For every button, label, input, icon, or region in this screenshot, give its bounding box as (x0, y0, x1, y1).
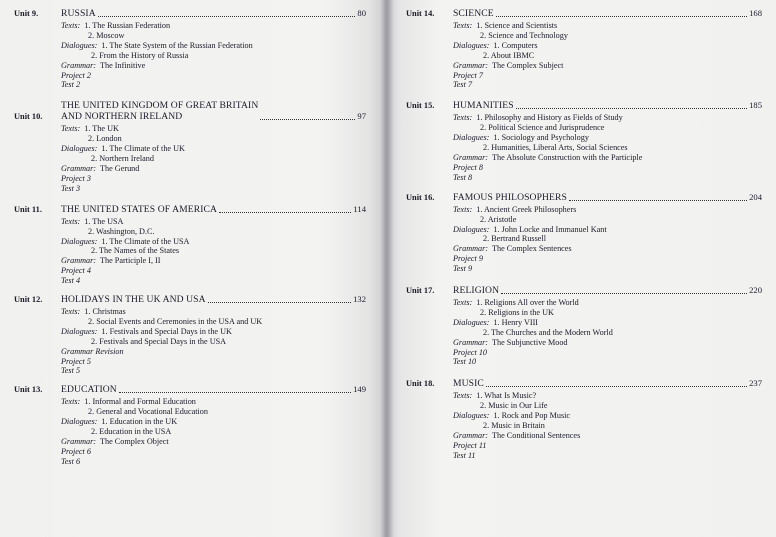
contents-line (453, 215, 762, 225)
contents-item: 1. The USA (84, 216, 124, 226)
contents-line (453, 264, 762, 274)
unit-title-wrap (453, 378, 762, 389)
toc-unit (14, 204, 366, 286)
unit-heading (406, 378, 762, 389)
unit-heading (14, 204, 366, 215)
contents-item: The Complex Sentences (492, 244, 572, 254)
contents-line (61, 71, 366, 81)
contents-line (453, 441, 762, 451)
left-page (0, 0, 384, 537)
contents-line (453, 421, 762, 431)
unit-title: HOLIDAYS IN THE UK AND USA (61, 294, 206, 306)
contents-label: Project 4 (61, 266, 91, 276)
contents-line (61, 366, 366, 376)
contents-line (61, 337, 366, 347)
dot-leader (501, 293, 747, 294)
contents-item: 1. The UK (84, 124, 119, 134)
contents-line (61, 407, 366, 417)
page-number: 132 (353, 294, 366, 305)
contents-line (453, 225, 762, 235)
unit-title-wrap (61, 384, 366, 395)
unit-number: Unit 11. (14, 204, 42, 214)
contents-line (61, 31, 366, 41)
unit-contents (453, 391, 762, 460)
contents-line (453, 431, 762, 441)
dot-leader (260, 119, 355, 120)
contents-label: Texts: (453, 21, 473, 30)
contents-line (61, 437, 366, 447)
page-number: 97 (357, 111, 366, 122)
contents-item: 1. The State System of the Russian Federation (101, 40, 253, 50)
contents-label: Dialogues: (453, 133, 490, 143)
unit-contents (61, 21, 366, 90)
contents-label: Test 2 (61, 80, 81, 90)
contents-label: Dialogues: (453, 224, 490, 234)
unit-title: SCIENCE (453, 8, 494, 19)
contents-line (453, 244, 762, 254)
contents-line (61, 154, 366, 164)
unit-number: Unit 13. (14, 385, 43, 395)
contents-line (61, 124, 366, 134)
contents-line (453, 163, 762, 173)
contents-item: 2. London (88, 134, 122, 144)
unit-title-lines (453, 285, 499, 296)
contents-line (61, 174, 366, 184)
contents-label: Texts: (61, 307, 81, 317)
contents-line (453, 31, 762, 41)
contents-item: 2. General and Vocational Education (88, 407, 208, 417)
contents-item: The Complex Subject (492, 60, 564, 70)
contents-label: Test 11 (453, 450, 476, 460)
contents-label: Project 8 (453, 162, 483, 172)
contents-label: Dialogues: (61, 236, 98, 246)
contents-item: 2. Religions in the UK (480, 307, 554, 317)
unit-title-wrap (61, 294, 366, 305)
toc-unit (406, 378, 762, 460)
contents-line (453, 348, 762, 358)
unit-title-wrap (453, 285, 762, 296)
contents-item: 1. Philosophy and History as Fields of Study (476, 113, 623, 123)
contents-label: Texts: (61, 21, 81, 30)
unit-title-lines (61, 100, 258, 122)
contents-item: The Absolute Construction with the Participle (492, 152, 643, 162)
unit-title-wrap (61, 204, 366, 215)
contents-label: Texts: (61, 216, 81, 226)
contents-line (453, 411, 762, 421)
contents-line (453, 61, 762, 71)
toc-unit (14, 8, 366, 90)
unit-title-wrap (453, 8, 762, 19)
contents-line (453, 254, 762, 264)
unit-heading (14, 294, 366, 305)
contents-line (453, 143, 762, 153)
book-gutter (380, 0, 394, 537)
contents-line (453, 328, 762, 338)
contents-label: Grammar: (453, 431, 489, 440)
contents-label: Project 2 (61, 70, 91, 80)
dot-leader (516, 108, 747, 109)
unit-number: Unit 18. (406, 379, 435, 389)
contents-line (61, 266, 366, 276)
contents-label: Dialogues: (61, 326, 98, 336)
unit-number: Unit 17. (406, 286, 435, 296)
contents-item: 1. Science and Scientists (476, 21, 558, 30)
contents-item: 1. Education in the UK (101, 417, 178, 427)
contents-line (453, 113, 762, 123)
unit-number: Unit 12. (14, 295, 43, 305)
contents-label: Grammar Revision (61, 346, 124, 356)
unit-title-wrap (453, 100, 762, 111)
contents-item: 1. John Locke and Immanuel Kant (493, 224, 607, 234)
contents-line (61, 184, 366, 194)
unit-title-lines (61, 204, 217, 215)
unit-title-lines (453, 378, 484, 389)
contents-item: 1. Festivals and Special Days in the UK (101, 326, 232, 336)
unit-heading (406, 100, 762, 111)
contents-line (61, 447, 366, 457)
contents-line (61, 21, 366, 31)
contents-line (61, 134, 366, 144)
contents-label: Test 6 (61, 456, 81, 466)
unit-title: RELIGION (453, 285, 500, 297)
contents-line (453, 308, 762, 318)
contents-line (453, 21, 762, 31)
contents-line (453, 234, 762, 244)
contents-item: 2. Festivals and Special Days in the USA (91, 336, 227, 346)
contents-item: The Gerund (100, 163, 140, 173)
contents-item: 2. From the History of Russia (91, 50, 189, 60)
unit-title: HUMANITIES (453, 100, 514, 112)
contents-line (453, 298, 762, 308)
dot-leader (219, 212, 351, 213)
unit-heading (14, 384, 366, 395)
contents-label: Test 10 (453, 357, 477, 367)
contents-item: 2. Aristotle (480, 214, 517, 224)
contents-line (61, 317, 366, 327)
contents-item: 2. The Names of the States (91, 246, 180, 256)
dot-leader (496, 16, 747, 17)
contents-item: 2. About IBMC (483, 50, 535, 60)
unit-heading (406, 285, 762, 296)
contents-label: Grammar: (453, 60, 489, 70)
contents-line (61, 276, 366, 286)
contents-line (453, 173, 762, 183)
contents-line (61, 246, 366, 256)
unit-heading (14, 100, 366, 122)
contents-label: Grammar: (453, 152, 489, 162)
unit-title-lines (453, 100, 514, 111)
unit-contents (453, 205, 762, 274)
dot-leader (119, 392, 351, 393)
contents-line (61, 217, 366, 227)
contents-item: 1. Informal and Formal Education (84, 397, 196, 407)
contents-item: 1. Computers (493, 40, 538, 50)
contents-label: Dialogues: (453, 411, 490, 421)
unit-heading (406, 192, 762, 203)
unit-title-wrap (453, 192, 762, 203)
contents-item: 2. Humanities, Liberal Arts, Social Sciences (483, 143, 628, 153)
unit-contents (61, 307, 366, 376)
unit-heading (406, 8, 762, 19)
contents-item: 2. Music in Our Life (480, 401, 548, 411)
contents-item: 2. Education in the USA (91, 427, 172, 437)
contents-label: Project 6 (61, 446, 91, 456)
contents-line (61, 457, 366, 467)
contents-label: Project 10 (453, 347, 488, 357)
contents-label: Grammar: (61, 60, 97, 70)
contents-item: 1. Christmas (84, 307, 126, 317)
contents-label: Texts: (453, 204, 473, 214)
unit-title-wrap (61, 100, 366, 122)
dot-leader (98, 16, 356, 17)
unit-number: Unit 16. (406, 192, 435, 202)
dot-leader (486, 386, 747, 387)
contents-item: The Subjunctive Mood (492, 337, 568, 347)
contents-label: Dialogues: (453, 40, 490, 50)
right-page (384, 0, 776, 537)
page-number: 204 (749, 191, 762, 202)
contents-item: 2. Moscow (88, 30, 125, 40)
unit-contents (61, 397, 366, 466)
contents-line (453, 153, 762, 163)
page-number: 168 (749, 8, 762, 18)
contents-line (453, 123, 762, 133)
unit-number: Unit 10. (14, 112, 43, 122)
unit-heading (14, 8, 366, 19)
contents-line (61, 41, 366, 51)
contents-line (61, 307, 366, 317)
contents-line (453, 205, 762, 215)
contents-line (61, 144, 366, 154)
contents-label: Test 9 (453, 264, 473, 274)
unit-title: THE UNITED STATES OF AMERICA (61, 203, 218, 215)
unit-title-lines (61, 294, 206, 305)
contents-line (61, 61, 366, 71)
page-number: 185 (749, 100, 762, 111)
contents-line (453, 41, 762, 51)
contents-line (61, 51, 366, 61)
unit-title-lines (453, 8, 494, 19)
contents-label: Texts: (61, 124, 81, 134)
contents-line (61, 357, 366, 367)
contents-line (453, 338, 762, 348)
contents-item: The Participle I, II (100, 256, 161, 266)
contents-label: Test 8 (453, 172, 473, 182)
contents-line (453, 451, 762, 461)
contents-line (61, 347, 366, 357)
contents-label: Texts: (61, 397, 81, 407)
contents-item: 1. The Russian Federation (84, 21, 171, 30)
contents-item: 1. What Is Music? (476, 391, 537, 401)
contents-line (61, 327, 366, 337)
contents-item: 1. The Climate of the UK (101, 144, 185, 154)
contents-label: Dialogues: (61, 40, 98, 50)
unit-title-lines (61, 8, 96, 19)
unit-number: Unit 15. (406, 101, 435, 111)
contents-item: The Complex Object (100, 437, 169, 446)
contents-line (61, 164, 366, 174)
contents-line (61, 417, 366, 427)
dot-leader (569, 200, 747, 201)
unit-contents (61, 124, 366, 193)
page-number: 220 (749, 285, 762, 296)
unit-title-line2: AND NORTHERN IRELAND (61, 111, 183, 123)
contents-line (453, 401, 762, 411)
dot-leader (208, 302, 351, 303)
contents-item: 2. Science and Technology (480, 30, 568, 40)
unit-contents (61, 217, 366, 286)
toc-unit (406, 192, 762, 274)
contents-line (61, 80, 366, 90)
toc-unit (406, 8, 762, 90)
unit-number: Unit 14. (406, 9, 435, 18)
unit-title-lines (453, 192, 567, 203)
toc-unit (14, 100, 366, 193)
unit-title: RUSSIA (61, 8, 96, 19)
contents-label: Dialogues: (61, 144, 98, 154)
contents-label: Project 9 (453, 254, 483, 264)
toc-unit (406, 100, 762, 182)
contents-label: Grammar: (453, 244, 489, 254)
contents-line (61, 427, 366, 437)
unit-title: FAMOUS PHILOSOPHERS (453, 191, 567, 203)
contents-item: 1. Religions All over the World (476, 298, 579, 308)
unit-title-lines (61, 384, 117, 395)
page-number: 114 (353, 203, 366, 214)
contents-item: 1. The Climate of the USA (101, 236, 190, 246)
contents-item: 2. Northern Ireland (91, 154, 154, 164)
unit-title-wrap (61, 8, 366, 19)
contents-label: Dialogues: (453, 317, 490, 327)
contents-item: 2. Washington, D.C. (88, 226, 155, 236)
contents-label: Project 11 (453, 440, 487, 450)
contents-label: Grammar: (61, 437, 97, 446)
contents-label: Test 5 (61, 366, 81, 376)
contents-label: Project 7 (453, 70, 483, 80)
contents-item: 2. Music in Britain (483, 421, 545, 431)
contents-item: 2. The Churches and the Modern World (483, 327, 613, 337)
contents-line (61, 227, 366, 237)
contents-line (61, 256, 366, 266)
contents-label: Dialogues: (61, 417, 98, 427)
contents-line (453, 51, 762, 61)
contents-line (453, 318, 762, 328)
contents-label: Test 3 (61, 183, 81, 193)
contents-label: Texts: (453, 391, 473, 401)
unit-contents (453, 113, 762, 182)
unit-contents (453, 298, 762, 367)
contents-label: Texts: (453, 113, 473, 123)
contents-item: 2. Bertrand Russell (483, 234, 546, 244)
contents-item: 1. Henry VIII (493, 317, 539, 327)
toc-unit (14, 294, 366, 376)
contents-line (453, 391, 762, 401)
contents-item: 1. Ancient Greek Philosophers (476, 204, 577, 214)
contents-item: 2. Political Science and Jurisprudence (480, 123, 605, 133)
contents-label: Grammar: (61, 256, 97, 266)
toc-unit (14, 384, 366, 466)
unit-title: THE UNITED KINGDOM OF GREAT BRITAIN (61, 100, 259, 112)
page-number: 237 (749, 378, 762, 389)
page-number: 80 (357, 8, 366, 18)
contents-label: Texts: (453, 298, 473, 308)
contents-label: Project 3 (61, 173, 91, 183)
contents-item: 2. Social Events and Ceremonies in the USA and UK (88, 316, 263, 326)
unit-contents (453, 21, 762, 90)
unit-number: Unit 9. (14, 9, 39, 18)
contents-item: 1. Rock and Pop Music (493, 411, 571, 421)
contents-label: Grammar: (453, 337, 489, 347)
contents-label: Test 7 (453, 80, 473, 90)
unit-title: MUSIC (453, 378, 484, 390)
toc-unit (406, 285, 762, 367)
page-number: 149 (353, 384, 366, 395)
unit-title: EDUCATION (61, 384, 117, 396)
contents-label: Test 4 (61, 276, 81, 286)
contents-label: Project 5 (61, 356, 91, 366)
contents-line (61, 237, 366, 247)
contents-line (61, 397, 366, 407)
contents-item: The Infinitive (100, 60, 146, 70)
contents-line (453, 71, 762, 81)
contents-line (453, 133, 762, 143)
contents-item: The Conditional Sentences (492, 431, 581, 440)
contents-label: Grammar: (61, 163, 97, 173)
contents-item: 1. Sociology and Psychology (493, 133, 589, 143)
contents-line (453, 80, 762, 90)
contents-line (453, 357, 762, 367)
